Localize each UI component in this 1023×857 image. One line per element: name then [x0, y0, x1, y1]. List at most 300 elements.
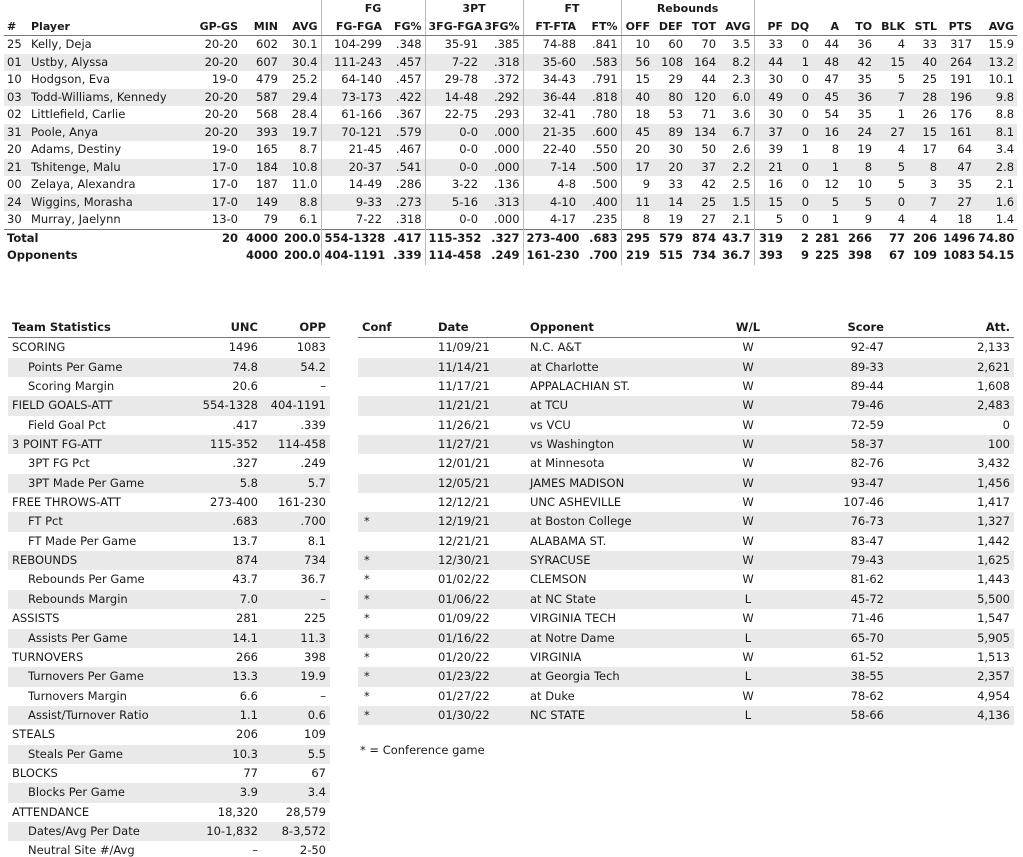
- attendance: 2,357: [920, 667, 1014, 686]
- conf-marker: *: [364, 572, 370, 587]
- team-stat-label: FIELD GOALS-ATT: [8, 396, 198, 415]
- unc-value: 1496: [228, 340, 258, 355]
- player-stat-cell: 35-91: [425, 36, 481, 54]
- player-stat-cell: .292: [481, 89, 523, 107]
- player-stat-cell: 35: [857, 72, 873, 86]
- player-stat-cell: .400: [579, 194, 621, 212]
- opp-value: 8.1: [307, 533, 326, 548]
- summary-stat-cell: 43.7: [719, 229, 754, 247]
- player-stat-cell: 79: [263, 212, 278, 226]
- opp-value: 734: [262, 551, 330, 570]
- summary-stat-cell: 1496: [940, 229, 975, 247]
- player-stat-cell: 8: [621, 211, 653, 229]
- player-stat-cell: .422: [385, 89, 425, 107]
- opponent-name: at Minnesota: [530, 456, 605, 471]
- player-stat-cell: 25: [7, 37, 22, 51]
- opp-column-header: OPP: [262, 318, 330, 338]
- attendance: 1,456: [920, 474, 1014, 493]
- three-pt-group-header: 3PT: [425, 0, 523, 18]
- conf-marker: [358, 532, 434, 551]
- conf-marker: [358, 338, 434, 358]
- schedule-row: [358, 435, 1014, 454]
- player-stat-cell: 14-49: [321, 176, 385, 194]
- result: W: [742, 572, 754, 587]
- opp-value: 8-3,572: [262, 822, 330, 841]
- player-stat-cell: 22-75: [425, 106, 481, 124]
- player-stat-cell: 14-48: [425, 89, 481, 107]
- player-column-header: FT%: [579, 18, 621, 36]
- team-statistics-table: [8, 318, 330, 857]
- summary-stat-cell: 281: [812, 229, 842, 247]
- player-stat-cell: 24: [842, 124, 875, 142]
- player-name: Zelaya, Alexandra: [31, 177, 136, 191]
- result: W: [742, 417, 754, 432]
- team-stat-label: Points Per Game: [8, 358, 198, 377]
- summary-stat-cell: 398: [848, 248, 873, 262]
- attendance: 1,513: [977, 649, 1010, 664]
- player-name: Kelly, Deja: [31, 37, 92, 51]
- result: W: [726, 551, 770, 570]
- summary-stat-cell: 579: [653, 229, 686, 247]
- player-stat-cell: .372: [493, 72, 520, 86]
- summary-stat-cell: 67: [889, 248, 906, 262]
- opp-value: 114-458: [262, 435, 330, 454]
- team-stat-label: Field Goal Pct: [28, 417, 106, 432]
- unc-value: 5.8: [198, 474, 262, 493]
- attendance: 1,625: [920, 551, 1014, 570]
- opp-value: 3.4: [262, 783, 330, 802]
- player-stat-cell: 26: [922, 107, 938, 121]
- player-stat-cell: 184: [241, 159, 281, 177]
- unc-value: 115-352: [198, 435, 262, 454]
- team-stat-label: Rebounds Margin: [8, 590, 198, 609]
- team-stat-label: Turnovers Per Game: [8, 667, 198, 686]
- game-date: 01/30/22: [434, 706, 526, 725]
- team-stat-row: [8, 512, 330, 531]
- conf-marker: [358, 416, 434, 435]
- player-stat-cell: 36: [842, 89, 875, 107]
- summary-stat-cell: 554-1328: [321, 229, 385, 247]
- opponent-name: at Notre Dame: [526, 629, 726, 648]
- player-stat-cell: 80: [653, 89, 686, 107]
- game-date: 12/12/21: [438, 495, 490, 510]
- opp-value: 19.9: [262, 667, 330, 686]
- unc-value: 77: [243, 765, 258, 780]
- summary-stat-cell: .339: [393, 248, 422, 262]
- schedule-row: [358, 687, 1014, 706]
- player-stat-cell: 7: [875, 89, 908, 107]
- player-stat-cell: 0-0: [425, 159, 481, 177]
- player-stat-cell: 15: [908, 124, 940, 142]
- player-stat-cell: 111-243: [321, 54, 385, 72]
- result: W: [742, 533, 754, 548]
- unc-value: –: [252, 843, 258, 857]
- player-stat-cell: 602: [256, 37, 278, 51]
- player-stat-cell: 64: [957, 142, 973, 156]
- player-stat-cell: .467: [395, 142, 422, 156]
- player-stat-cell: 607: [241, 54, 281, 72]
- unc-value: 43.7: [232, 572, 258, 587]
- player-name: Adams, Destiny: [31, 142, 122, 156]
- opp-value: 11.3: [262, 629, 330, 648]
- player-stat-cell: 17-0: [191, 194, 241, 212]
- player-stat-cell: 42: [701, 177, 717, 191]
- player-name: Tshitenge, Malu: [28, 159, 191, 177]
- player-stat-cell: 2.3: [732, 72, 751, 86]
- conf-marker: [358, 396, 434, 415]
- opponent-name: UNC ASHEVILLE: [530, 495, 622, 510]
- team-stat-row: [8, 706, 330, 725]
- opponent-name: ALABAMA ST.: [530, 533, 607, 548]
- summary-stat-cell: 1083: [943, 248, 976, 262]
- player-stat-cell: 89: [653, 124, 686, 142]
- player-stat-cell: 8: [831, 142, 840, 156]
- result: W: [742, 649, 754, 664]
- game-date: 12/19/21: [434, 512, 526, 531]
- team-stat-row: [8, 822, 330, 841]
- team-stat-label: REBOUNDS: [8, 551, 198, 570]
- player-stat-cell: 37: [754, 124, 786, 142]
- team-stat-row: [8, 570, 330, 589]
- result: W: [742, 611, 754, 626]
- player-stat-cell: 21-45: [321, 141, 385, 159]
- summary-stat-cell: 225: [815, 248, 840, 262]
- summary-stat-cell: 2: [786, 229, 812, 247]
- opponent-name: at Duke: [530, 688, 575, 703]
- schedule-table: [358, 318, 1014, 725]
- player-stat-cell: 9: [621, 176, 653, 194]
- ft-group-header: FT: [523, 0, 621, 18]
- player-column-header: DQ: [786, 18, 812, 36]
- unc-value: 554-1328: [198, 396, 262, 415]
- player-stat-cell: 45: [812, 89, 842, 107]
- conf-column-header: Conf: [358, 318, 434, 338]
- schedule-row: [358, 454, 1014, 473]
- team-stat-label: Rebounds Per Game: [28, 572, 145, 587]
- summary-stat-cell: .417: [385, 229, 425, 247]
- player-stat-cell: 0: [801, 72, 810, 86]
- player-stat-cell: 0: [786, 124, 812, 142]
- team-stat-label: SCORING: [12, 340, 66, 355]
- conf-marker: *: [364, 649, 370, 664]
- player-stat-cell: 15: [754, 194, 786, 212]
- player-stat-cell: 587: [241, 89, 281, 107]
- player-row: [4, 141, 1017, 159]
- summary-stat-cell: 36.7: [722, 248, 751, 262]
- schedule-row: [358, 474, 1014, 493]
- opponent-name: at TCU: [526, 396, 726, 415]
- schedule-row: [358, 338, 1014, 358]
- player-stat-cell: 25: [686, 194, 719, 212]
- score: 71-46: [850, 611, 884, 626]
- team-stat-row: [8, 803, 330, 822]
- result: W: [742, 495, 754, 510]
- score: 89-33: [770, 358, 920, 377]
- score: 83-47: [850, 533, 884, 548]
- summary-stat-cell: 874: [686, 229, 719, 247]
- player-stat-cell: 30: [754, 106, 786, 124]
- player-stat-cell: .136: [493, 177, 520, 191]
- unc-value: 13.7: [232, 533, 258, 548]
- player-stat-cell: 0-0: [425, 124, 481, 142]
- player-stat-cell: 44: [824, 37, 840, 51]
- player-row: [4, 176, 1017, 194]
- player-stat-cell: 10.8: [281, 159, 321, 177]
- summary-stat-cell: 273-400: [523, 229, 579, 247]
- player-stat-cell: 104-299: [321, 36, 385, 54]
- opponent-name: VIRGINIA: [530, 649, 582, 664]
- opponent-name: at Georgia Tech: [526, 667, 726, 686]
- player-stat-cell: .579: [385, 124, 425, 142]
- game-date: 01/27/22: [438, 688, 490, 703]
- result: L: [726, 629, 770, 648]
- team-stat-row: [8, 338, 330, 358]
- player-stat-cell: 5: [897, 177, 906, 191]
- player-column-header: #: [4, 18, 28, 36]
- score: 107-46: [843, 495, 884, 510]
- attendance-column-header: Att.: [920, 318, 1014, 338]
- player-stat-cell: 5: [875, 159, 908, 177]
- opp-value: 225: [304, 611, 326, 626]
- player-stat-cell: 31: [4, 124, 28, 142]
- opp-value: .249: [300, 456, 326, 471]
- player-stat-cell: 3.4: [995, 142, 1015, 156]
- player-stat-cell: 25: [922, 72, 938, 86]
- summary-stat-cell: 74.80: [975, 229, 1017, 247]
- player-stat-cell: 11: [621, 194, 653, 212]
- player-stat-cell: .385: [493, 37, 520, 51]
- player-row: [4, 159, 1017, 177]
- summary-stat-cell: 4000: [241, 229, 281, 247]
- player-stat-cell: 33: [668, 177, 684, 191]
- team-stat-label: Scoring Margin: [28, 379, 115, 394]
- team-stat-label: Neutral Site #/Avg: [28, 843, 135, 857]
- player-stat-cell: .000: [493, 212, 520, 226]
- unc-value: 273-400: [209, 495, 258, 510]
- player-stat-cell: 40: [621, 89, 653, 107]
- player-stat-cell: 0: [786, 194, 812, 212]
- player-stat-cell: 28.4: [291, 107, 318, 121]
- team-stat-row: [8, 745, 330, 764]
- player-stat-cell: .550: [591, 142, 618, 156]
- opp-value: 2-50: [299, 843, 326, 857]
- player-stat-cell: .318: [481, 54, 523, 72]
- player-stat-cell: 1: [786, 54, 812, 72]
- player-row: [4, 54, 1017, 72]
- player-stat-cell: 479: [256, 72, 278, 86]
- result: L: [726, 706, 770, 725]
- player-stat-cell: .293: [493, 107, 520, 121]
- player-stat-cell: .235: [591, 212, 618, 226]
- opp-value: 1083: [296, 340, 326, 355]
- game-date: 11/09/21: [438, 340, 490, 355]
- unc-value: 13.3: [198, 667, 262, 686]
- team-stat-row: [8, 474, 330, 493]
- player-stat-cell: 6.7: [719, 124, 754, 142]
- player-column-header: FT-FTA: [523, 18, 579, 36]
- opponents-row: [4, 247, 1017, 265]
- player-column-header-row: [4, 18, 1017, 36]
- team-stats-title: Team Statistics: [8, 318, 198, 338]
- result: W: [742, 456, 754, 471]
- team-stat-label: TURNOVERS: [12, 649, 84, 664]
- conf-marker: [358, 474, 434, 493]
- opp-value: –: [320, 379, 326, 394]
- player-stats-table: [4, 0, 1017, 265]
- schedule-row: [358, 396, 1014, 415]
- player-stat-cell: 33: [922, 37, 938, 51]
- player-column-header: FG-FGA: [321, 18, 385, 36]
- player-stat-cell: 17-0: [211, 177, 238, 191]
- game-date: 01/02/22: [438, 572, 490, 587]
- conf-marker: *: [358, 629, 434, 648]
- player-stat-cell: 29-78: [425, 71, 481, 89]
- schedule-row: [358, 416, 1014, 435]
- player-stat-cell: 15.9: [988, 37, 1015, 51]
- player-column-header: PTS: [940, 18, 975, 36]
- player-stat-cell: .500: [579, 159, 621, 177]
- player-stat-cell: 1: [812, 159, 842, 177]
- player-stat-cell: 2.8: [975, 159, 1017, 177]
- player-stat-cell: 45: [621, 124, 653, 142]
- attendance: 1,327: [920, 512, 1014, 531]
- player-stat-cell: 5-16: [425, 194, 481, 212]
- player-stat-cell: 20-20: [191, 89, 241, 107]
- player-stat-cell: 30.4: [281, 54, 321, 72]
- summary-stat-cell: 200.0: [281, 229, 321, 247]
- player-stat-cell: .541: [385, 159, 425, 177]
- summary-stat-cell: [191, 247, 241, 265]
- summary-stat-cell: 266: [842, 229, 875, 247]
- player-stat-cell: 19.7: [281, 124, 321, 142]
- player-stat-cell: 19-0: [211, 72, 238, 86]
- player-stat-cell: 71: [701, 107, 717, 121]
- player-stat-cell: 134: [686, 124, 719, 142]
- player-stat-cell: .457: [385, 54, 425, 72]
- schedule-row: [358, 493, 1014, 512]
- conf-marker: *: [358, 551, 434, 570]
- player-stat-cell: 9: [864, 212, 873, 226]
- player-stat-cell: .500: [591, 177, 618, 191]
- opp-value: 54.2: [262, 358, 330, 377]
- conf-marker: *: [364, 611, 370, 626]
- unc-value: .327: [232, 456, 258, 471]
- player-stat-cell: 164: [686, 54, 719, 72]
- game-date: 12/05/21: [434, 474, 526, 493]
- result: W: [742, 379, 754, 394]
- player-column-header: 3FG-FGA: [425, 18, 481, 36]
- player-stat-cell: 42: [842, 54, 875, 72]
- player-stat-cell: 4-10: [523, 194, 579, 212]
- player-stat-cell: 3-22: [425, 176, 481, 194]
- schedule-row: [358, 377, 1014, 396]
- player-stat-cell: 10.1: [988, 72, 1015, 86]
- schedule-row: [358, 667, 1014, 686]
- summary-stat-cell: Opponents: [7, 248, 78, 262]
- summary-stat-cell: 200.0: [284, 248, 321, 262]
- team-stat-row: [8, 551, 330, 570]
- score: 79-43: [770, 551, 920, 570]
- player-stat-cell: 9-33: [321, 194, 385, 212]
- summary-stat-cell: .700: [589, 248, 618, 262]
- player-stat-cell: 20-20: [191, 54, 241, 72]
- unc-value: 74.8: [198, 358, 262, 377]
- player-stat-cell: 11.0: [291, 177, 318, 191]
- summary-stat-cell: .249: [491, 248, 520, 262]
- wl-column-header: W/L: [726, 318, 770, 338]
- unc-value: .417: [232, 417, 258, 432]
- player-stat-cell: 54: [824, 107, 840, 121]
- player-stat-cell: 7: [908, 194, 940, 212]
- player-stat-cell: 0: [875, 194, 908, 212]
- opp-value: 5.5: [262, 745, 330, 764]
- team-stat-row: [8, 687, 330, 706]
- player-column-header: Player: [28, 18, 191, 36]
- player-stat-cell: 20: [7, 142, 22, 156]
- player-stat-cell: 44: [701, 72, 717, 86]
- player-stat-cell: 120: [686, 89, 719, 107]
- summary-stat-cell: 109: [913, 248, 938, 262]
- player-row: [4, 36, 1017, 54]
- team-stat-label: 3PT FG Pct: [28, 456, 90, 471]
- summary-stat-cell: .683: [579, 229, 621, 247]
- player-stat-cell: 16: [812, 124, 842, 142]
- score: 38-55: [770, 667, 920, 686]
- conf-marker: [358, 493, 434, 512]
- player-stat-cell: 24: [4, 194, 28, 212]
- attendance: 1,417: [977, 495, 1010, 510]
- summary-stat-cell: 114-458: [425, 247, 481, 265]
- player-name: Murray, Jaelynn: [31, 212, 121, 226]
- player-column-header: AVG: [975, 18, 1017, 36]
- player-stat-cell: 5: [897, 72, 906, 86]
- conf-marker: [358, 377, 434, 396]
- unc-column-header: UNC: [198, 318, 262, 338]
- player-stat-cell: 3.6: [732, 107, 751, 121]
- player-stat-cell: 21: [754, 159, 786, 177]
- player-stat-cell: .000: [481, 159, 523, 177]
- opp-value: .700: [262, 512, 330, 531]
- player-stat-cell: 20-20: [191, 124, 241, 142]
- player-stat-cell: 0-0: [425, 141, 481, 159]
- schedule-row: [358, 706, 1014, 725]
- player-stat-cell: 10: [857, 177, 873, 191]
- player-stat-cell: 20-20: [204, 37, 238, 51]
- player-stat-cell: 53: [668, 107, 684, 121]
- score: 89-44: [850, 379, 884, 394]
- opponent-name: SYRACUSE: [526, 551, 726, 570]
- team-stat-row: [8, 416, 330, 435]
- player-stat-cell: 8.2: [719, 54, 754, 72]
- conf-marker: *: [358, 512, 434, 531]
- player-stat-cell: 1.5: [719, 194, 754, 212]
- team-stat-row: [8, 435, 330, 454]
- player-stat-cell: 7-14: [523, 159, 579, 177]
- team-stat-label: FT Made Per Game: [28, 533, 137, 548]
- attendance: 2,621: [920, 358, 1014, 377]
- player-stat-cell: .273: [385, 194, 425, 212]
- result: W: [726, 474, 770, 493]
- team-stat-label: Turnovers Margin: [28, 688, 127, 703]
- player-stat-cell: 8.7: [299, 142, 318, 156]
- player-stat-cell: 165: [256, 142, 278, 156]
- player-stat-cell: 44: [754, 54, 786, 72]
- player-stat-cell: 36: [857, 37, 873, 51]
- game-date: 12/30/21: [434, 551, 526, 570]
- conference-game-footnote: * = Conference game: [360, 743, 485, 757]
- conf-marker: *: [358, 590, 434, 609]
- player-stat-cell: 10: [621, 36, 653, 54]
